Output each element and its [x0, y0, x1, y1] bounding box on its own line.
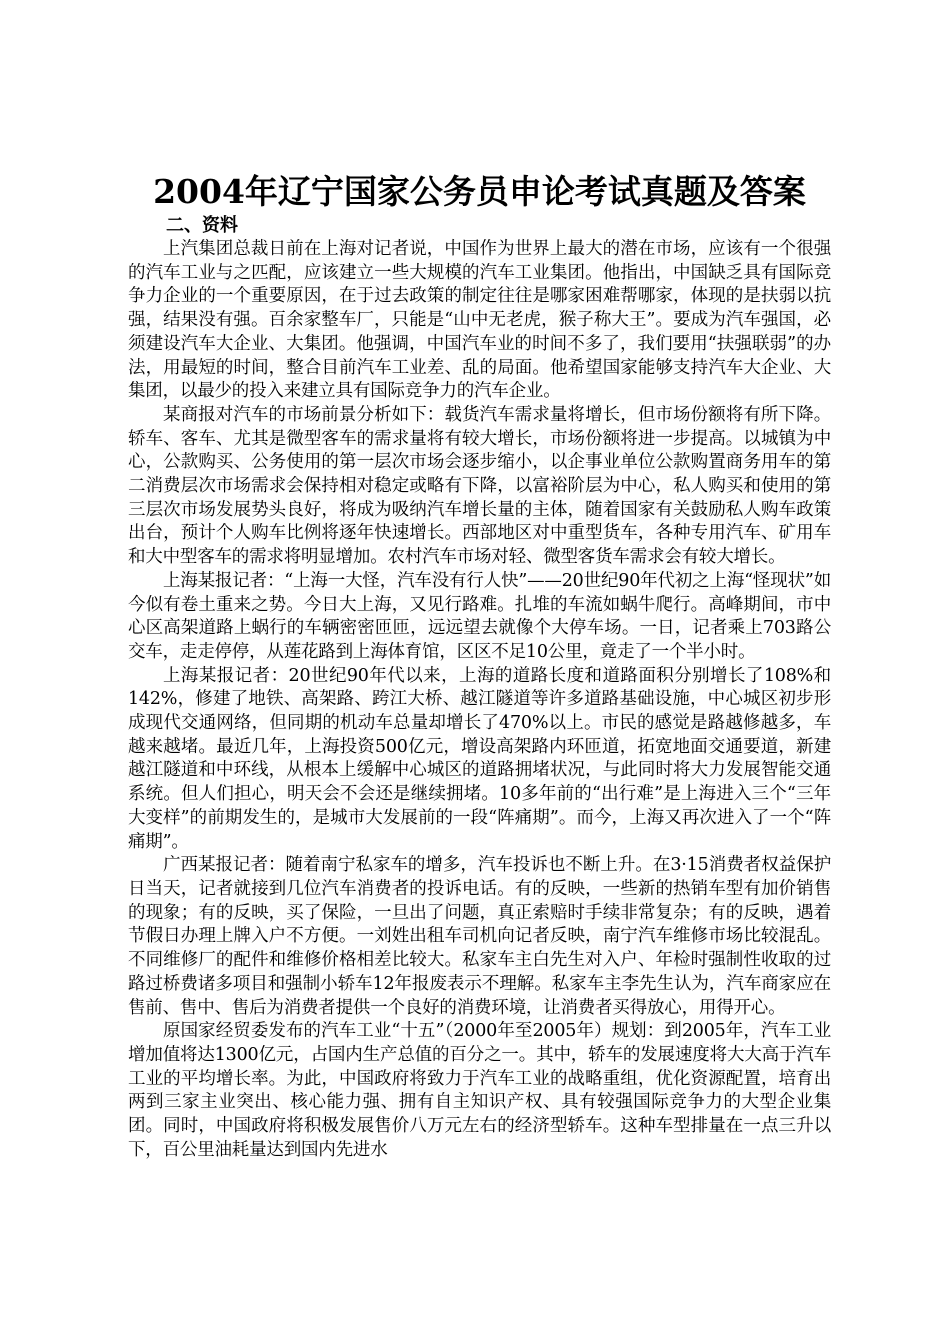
paragraph-shanghai-traffic-2: 上海某报记者：20世纪90年代以来，上海的道路长度和道路面积分别增长了108%和142%，修建了地铁、高架路、跨江大桥、越江隧道等许多道路基础设施，中心城区初步形成现代交通网络，但同期的机动车总量却增长了470%以上。市民的感觉是路越修越多，车越来越堵。最近几年，上海投资500亿元，增设高架路内环匝道，拓宽地面交通要道，新建越江隧道和中环线，从根本上缓解中心城区的道路拥堵状况，与此同时将大力发展智能交通系统。但人们担心，明天会不会还是继续拥堵。10多年前的“出行难”是上海进入三个“三年大变样”的前期发生的，是城市大发展前的一段“阵痛期”。而今，上海又再次进入了一个“阵痛期”。	[128, 665, 831, 852]
document-page	[128, 170, 831, 1162]
document-title: 2004年辽宁国家公务员申论考试真题及答案	[153, 172, 806, 211]
paragraph-market-analysis: 某商报对汽车的市场前景分析如下：载货汽车需求量将增长，但市场份额将有所下降。轿车、客车、尤其是微型客车的需求量将有较大增长，市场份额将进一步提高。以城镇为中心，公款购买、公务使用的第一层次市场会逐步缩小，以企事业单位公款购置商务用车的第二消费层次市场需求会保持相对稳定或略有下降，以富裕阶层为中心，私人购买和使用的第三层次市场发展势头良好，将成为吸纳汽车增长量的主体，随着国家有关鼓励私人购车政策出台，预计个人购车比例将逐年快速增长。西部地区对中重型货车，各种专用汽车、矿用车和大中型客车的需求将明显增加。农村汽车市场对轻、微型客货车需求会有较大增长。	[128, 404, 831, 568]
paragraph-shanghai-traffic-1: 上海某报记者：“上海一大怪，汽车没有行人快”——20世纪90年代初之上海“怪现状”如今似有卷土重来之势。今日大上海，又见行路难。扎堆的车流如蜗牛爬行。高峰期间，市中心区高架道路上蜗行的车辆密密匝匝，远远望去就像个大停车场。一日，记者乘上703路公交车，走走停停，从莲花路到上海体育馆，区区不足10公里，竟走了一个半小时。	[128, 570, 831, 662]
paragraph-five-year-plan: 原国家经贸委发布的汽车工业“十五”（2000年至2005年）规划：到2005年，汽车工业增加值将达1300亿元，占国内生产总值的百分之一。其中，轿车的发展速度将大大高于汽车工业的平均增长率。为此，中国政府将致力于汽车工业的战略重组，优化资源配置，培育出两到三家主业突出、核心能力强、拥有自主知识产权、具有较强国际竞争力的大型企业集团。同时，中国政府将积极发展售价八万元左右的经济型轿车。这种车型排量在一点三升以下，百公里油耗量达到国内先进水	[128, 1021, 831, 1160]
paragraph-guangxi-complaints: 广西某报记者：随着南宁私家车的增多，汽车投诉也不断上升。在3·15消费者权益保护日当天，记者就接到几位汽车消费者的投诉电话。有的反映，一些新的热销车型有加价销售的现象；有的反映，买了保险，一旦出了问题，真正索赔时手续非常复杂；有的反映，遇着节假日办理上牌入户不方便。一刘姓出租车司机向记者反映，南宁汽车维修市场比较混乱。不同维修厂的配件和维修价格相差比较大。私家车主白先生对入户、年检时强制性收取的过路过桥费诸多项目和强制小轿车12年报废表示不理解。私家车主李先生认为，汽车商家应在售前、售中、售后为消费者提供一个良好的消费环境，让消费者买得放心，用得开心。	[128, 855, 831, 1018]
paragraph-shanghai-auto-group: 上汽集团总裁日前在上海对记者说，中国作为世界上最大的潜在市场，应该有一个很强的汽车工业与之匹配，应该建立一些大规模的汽车工业集团。他指出，中国缺乏具有国际竞争力企业的一个重要原因，在于过去政策的制定往往是哪家困难帮哪家，体现的是扶弱以抗强，结果没有强。百余家整车厂，只能是“山中无老虎，猴子称大王”。要成为汽车强国，必须建设汽车大企业、大集团。他强调，中国汽车业的时间不多了，我们要用“扶强联弱”的办法，用最短的时间，整合目前汽车工业差、乱的局面。他希望国家能够支持汽车大企业、大集团，以最少的投入来建立具有国际竞争力的汽车企业。	[128, 239, 831, 402]
section-heading: 二、资料	[166, 215, 238, 236]
